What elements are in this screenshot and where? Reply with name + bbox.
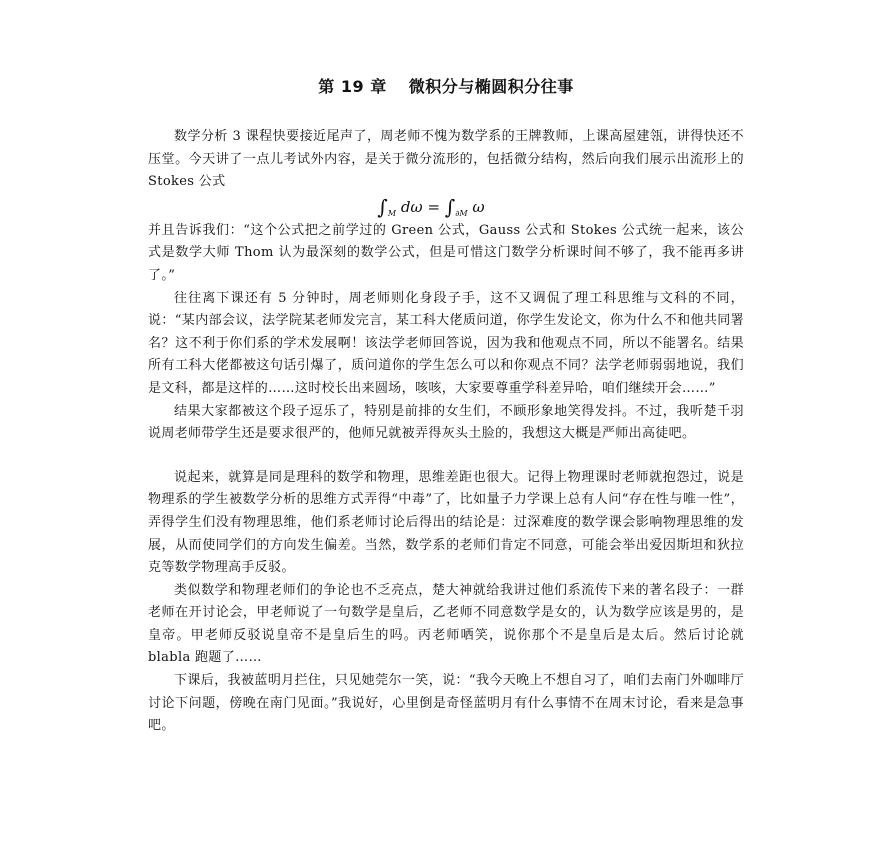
integral-domain: M: [387, 208, 397, 218]
paragraph-debate: 类似数学和物理老师们的争论也不乏亮点，楚大神就给我讲过他们系流传下来的著名段子：一群老师在开讨论会，甲老师说了一句数学是皇后，乙老师不同意数学是女的，认为数学应该是男的，是皇帝。甲老师反驳说皇帝不是皇后生的吗。丙老师哂笑，说你那个不是皇后是太后。然后讨论就 blabla 跑题了……: [148, 582, 744, 666]
integral-sign: ∫: [377, 194, 388, 219]
section-gap: [148, 446, 744, 467]
paragraph-reaction: 结果大家都被这个段子逗乐了，特别是前排的女生们，不顾形象地笑得发抖。不过，我听楚千羽说周老师带学生还是要求很严的，他师兄就被弄得灰头土脸的，我想这大概是严师出高徒吧。: [148, 403, 744, 442]
integral-boundary: ∂M: [455, 208, 468, 218]
paragraph-joke: 往往离下课还有 5 分钟时，周老师则化身段子手，这不又调侃了理工科思维与文科的不同，说：“某内部会议，法学院某老师发完言，某工科大佬质问道，你学生发论文，你为什么不和他共同署名？这不利于你们系的学术发展啊！该法学老师回答说，因为我和他观点不同，所以不能署名。结果所有工科大佬都被这句话引爆了，质问道你的学生怎么可以和你观点不同？法学老师弱弱地说，我们是文科，都是这样的……这时校长出来圆场，咳咳，大家要尊重学科差异哈，咱们继续开会……”: [148, 290, 744, 396]
equals-sign: =: [427, 197, 441, 216]
stokes-formula: [118, 194, 744, 220]
chapter-title: 微积分与椭圆积分往事: [408, 77, 574, 96]
chapter-number: 第 19 章: [318, 77, 387, 96]
paragraph-physics: 说起来，就算是同是理科的数学和物理，思维差距也很大。记得上物理课时老师就抱怨过，说是物理系的学生被数学分析的思维方式弄得“中毒”了，比如量子力学课上总有人问“存在性与唯一性”，弄得学生们没有物理思维，他们系老师讨论后得出的结论是：过深难度的数学课会影响物理思维的发展，从而使同学们的方向发生偏差。当然，数学系的老师们肯定不同意，可能会举出爱因斯坦和狄拉克等数学物理高手反驳。: [148, 469, 744, 576]
integral-sign: ∫: [444, 194, 456, 219]
paragraph-quote: 并且告诉我们：“这个公式把之前学过的 Green 公式，Gauss 公式和 Stokes 公式统一起来，该公式是数学大师 Thom 认为最深刻的数学公式，但是可惜这门数学分析课时间不够了，我不能再多讲了。”: [148, 222, 744, 283]
book-page: [148, 74, 744, 738]
integrand: ω: [472, 197, 485, 216]
integrand: dω: [400, 197, 423, 216]
chapter-heading: [148, 74, 744, 100]
paragraph-after-class: 下课后，我被蓝明月拦住，只见她莞尔一笑，说：“我今天晚上不想自习了，咱们去南门外咖啡厅讨论下问题，傍晚在南门见面。”我说好，心里倒是奇怪蓝明月有什么事情不在周末讨论，看来是急事吧。: [148, 673, 744, 734]
paragraph-intro: 数学分析 3 课程快要接近尾声了，周老师不愧为数学系的王牌教师，上课高屋建瓴，讲得快还不压堂。今天讲了一点儿考试外内容，是关于微分流形的，包括微分结构，然后向我们展示出流形上的 Stokes 公式: [148, 129, 744, 190]
